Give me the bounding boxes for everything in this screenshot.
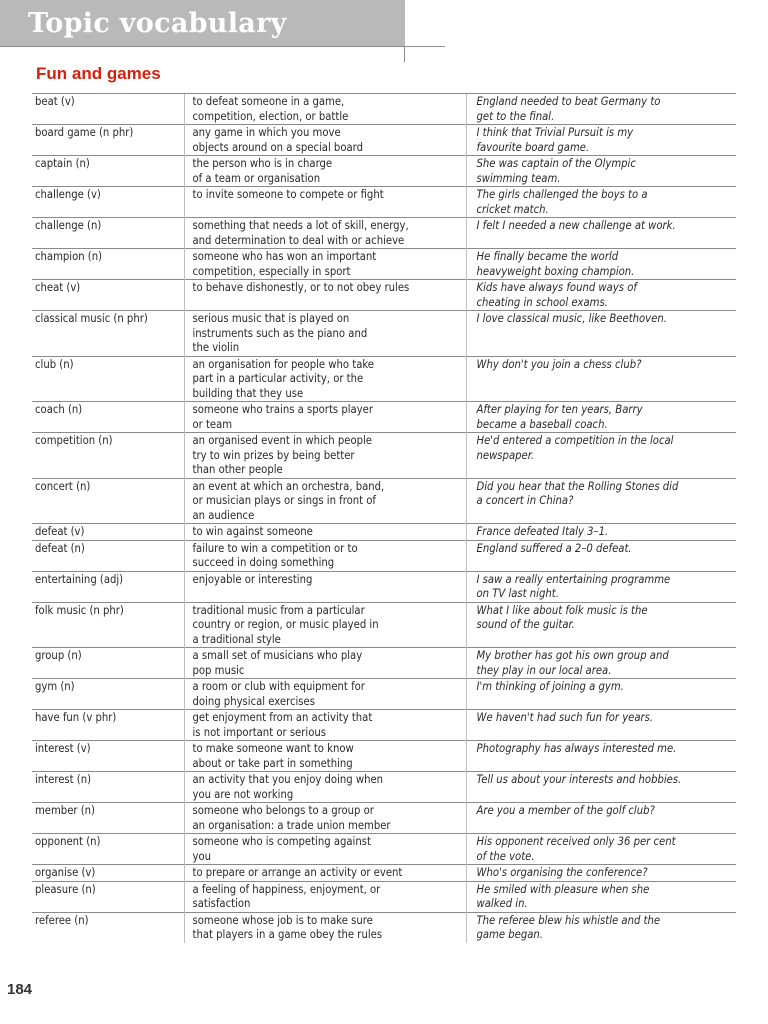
banner-tick: [404, 46, 405, 62]
vocab-definition: serious music that is played on instruments such as the piano and the violin: [184, 311, 466, 357]
vocab-example: I saw a really entertaining programme on TV last night.: [466, 571, 736, 602]
vocab-row: [32, 602, 736, 648]
vocab-row: [32, 881, 736, 912]
vocab-definition: someone who belongs to a group or an organisation: a trade union member: [184, 803, 466, 834]
vocab-word: classical music (n phr): [32, 311, 184, 357]
vocab-row: [32, 803, 736, 834]
vocab-word: defeat (n): [32, 540, 184, 571]
vocab-definition: an activity that you enjoy doing when you are not working: [184, 772, 466, 803]
vocab-word: concert (n): [32, 478, 184, 524]
banner-rule: [0, 46, 445, 47]
vocab-word: organise (v): [32, 865, 184, 882]
vocab-word: captain (n): [32, 156, 184, 187]
vocab-row: [32, 280, 736, 311]
vocab-example: I felt I needed a new challenge at work.: [466, 218, 736, 249]
vocab-word: competition (n): [32, 433, 184, 479]
vocab-example: I'm thinking of joining a gym.: [466, 679, 736, 710]
vocab-row: [32, 218, 736, 249]
vocab-row: [32, 478, 736, 524]
vocab-word: board game (n phr): [32, 125, 184, 156]
vocab-row: [32, 540, 736, 571]
vocab-example: She was captain of the Olympic swimming team.: [466, 156, 736, 187]
vocab-example: After playing for ten years, Barry became a baseball coach.: [466, 402, 736, 433]
vocab-definition: to make someone want to know about or take part in something: [184, 741, 466, 772]
vocab-definition: to invite someone to compete or fight: [184, 187, 466, 218]
vocab-row: [32, 125, 736, 156]
vocab-row: [32, 571, 736, 602]
vocab-row: [32, 710, 736, 741]
vocab-word: pleasure (n): [32, 881, 184, 912]
vocab-word: challenge (v): [32, 187, 184, 218]
vocab-example: Did you hear that the Rolling Stones did a concert in China?: [466, 478, 736, 524]
vocab-word: interest (v): [32, 741, 184, 772]
vocab-example: Kids have always found ways of cheating in school exams.: [466, 280, 736, 311]
vocabulary-table-body: [32, 94, 736, 943]
vocab-word: club (n): [32, 356, 184, 402]
vocab-example: France defeated Italy 3–1.: [466, 524, 736, 541]
vocab-row: [32, 249, 736, 280]
vocab-example: My brother has got his own group and they play in our local area.: [466, 648, 736, 679]
vocab-definition: to win against someone: [184, 524, 466, 541]
vocab-word: cheat (v): [32, 280, 184, 311]
vocab-definition: traditional music from a particular country or region, or music played in a traditional style: [184, 602, 466, 648]
vocab-row: [32, 356, 736, 402]
vocab-example: He'd entered a competition in the local newspaper.: [466, 433, 736, 479]
vocab-example: We haven't had such fun for years.: [466, 710, 736, 741]
vocab-definition: to prepare or arrange an activity or event: [184, 865, 466, 882]
vocab-word: coach (n): [32, 402, 184, 433]
vocab-example: His opponent received only 36 per cent of the vote.: [466, 834, 736, 865]
vocab-row: [32, 741, 736, 772]
vocab-row: [32, 187, 736, 218]
vocab-definition: enjoyable or interesting: [184, 571, 466, 602]
vocab-example: He smiled with pleasure when she walked in.: [466, 881, 736, 912]
vocab-row: [32, 156, 736, 187]
vocab-example: England needed to beat Germany to get to the final.: [466, 94, 736, 125]
page-number: 184: [7, 981, 33, 998]
vocab-word: folk music (n phr): [32, 602, 184, 648]
topic-banner: [0, 0, 405, 46]
vocab-example: Why don't you join a chess club?: [466, 356, 736, 402]
vocab-definition: to defeat someone in a game, competition, election, or battle: [184, 94, 466, 125]
vocab-row: [32, 402, 736, 433]
vocab-row: [32, 311, 736, 357]
vocab-definition: an organised event in which people try to win prizes by being better than other people: [184, 433, 466, 479]
vocab-definition: to behave dishonestly, or to not obey rules: [184, 280, 466, 311]
vocab-word: group (n): [32, 648, 184, 679]
vocab-word: gym (n): [32, 679, 184, 710]
vocab-definition: an event at which an orchestra, band, or musician plays or sings in front of an audience: [184, 478, 466, 524]
vocab-row: [32, 865, 736, 882]
vocab-word: interest (n): [32, 772, 184, 803]
vocab-row: [32, 772, 736, 803]
vocab-definition: failure to win a competition or to succeed in doing something: [184, 540, 466, 571]
vocab-example: Are you a member of the golf club?: [466, 803, 736, 834]
vocab-word: defeat (v): [32, 524, 184, 541]
vocab-definition: the person who is in charge of a team or organisation: [184, 156, 466, 187]
vocab-example: I love classical music, like Beethoven.: [466, 311, 736, 357]
vocab-definition: something that needs a lot of skill, energy, and determination to deal with or achieve: [184, 218, 466, 249]
vocab-word: opponent (n): [32, 834, 184, 865]
vocab-definition: someone who is competing against you: [184, 834, 466, 865]
page-title: Topic vocabulary: [28, 8, 287, 39]
vocab-definition: someone whose job is to make sure that players in a game obey the rules: [184, 912, 466, 943]
vocab-example: Photography has always interested me.: [466, 741, 736, 772]
vocab-example: He finally became the world heavyweight boxing champion.: [466, 249, 736, 280]
vocab-definition: someone who trains a sports player or team: [184, 402, 466, 433]
vocab-row: [32, 433, 736, 479]
vocab-row: [32, 679, 736, 710]
vocab-row: [32, 524, 736, 541]
vocabulary-table: [32, 93, 736, 943]
vocab-row: [32, 648, 736, 679]
vocab-definition: a feeling of happiness, enjoyment, or satisfaction: [184, 881, 466, 912]
vocab-example: England suffered a 2–0 defeat.: [466, 540, 736, 571]
vocab-row: [32, 834, 736, 865]
vocab-definition: an organisation for people who take part in a particular activity, or the building that they use: [184, 356, 466, 402]
vocab-example: Who's organising the conference?: [466, 865, 736, 882]
vocab-word: beat (v): [32, 94, 184, 125]
vocab-definition: any game in which you move objects around on a special board: [184, 125, 466, 156]
vocab-definition: a room or club with equipment for doing physical exercises: [184, 679, 466, 710]
vocab-word: challenge (n): [32, 218, 184, 249]
vocab-word: member (n): [32, 803, 184, 834]
vocab-word: champion (n): [32, 249, 184, 280]
vocab-row: [32, 912, 736, 943]
vocab-example: The referee blew his whistle and the game began.: [466, 912, 736, 943]
vocab-definition: get enjoyment from an activity that is not important or serious: [184, 710, 466, 741]
vocab-word: entertaining (adj): [32, 571, 184, 602]
vocab-example: I think that Trivial Pursuit is my favourite board game.: [466, 125, 736, 156]
vocab-example: What I like about folk music is the sound of the guitar.: [466, 602, 736, 648]
vocab-word: referee (n): [32, 912, 184, 943]
vocab-word: have fun (v phr): [32, 710, 184, 741]
section-title: Fun and games: [36, 64, 161, 83]
vocab-row: [32, 94, 736, 125]
vocab-definition: a small set of musicians who play pop music: [184, 648, 466, 679]
vocab-definition: someone who has won an important competition, especially in sport: [184, 249, 466, 280]
vocab-example: The girls challenged the boys to a cricket match.: [466, 187, 736, 218]
vocab-example: Tell us about your interests and hobbies.: [466, 772, 736, 803]
